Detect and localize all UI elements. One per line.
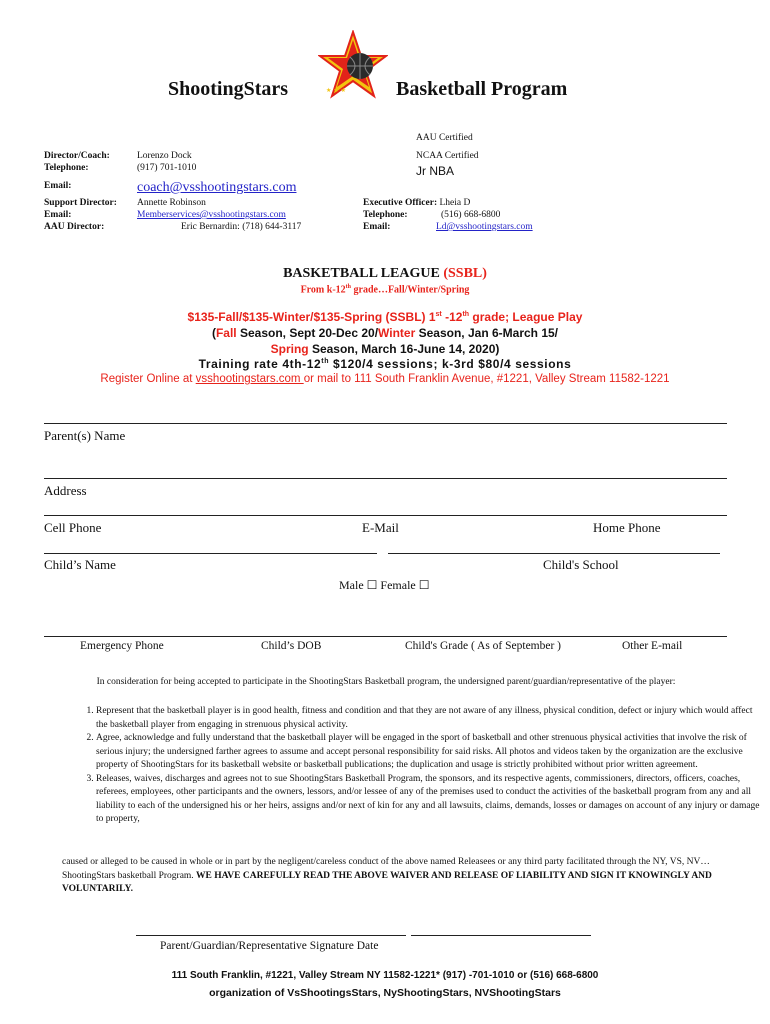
details-field[interactable] xyxy=(44,636,727,637)
childs-name-label: Child’s Name xyxy=(44,557,116,572)
support-email-label: Email: xyxy=(44,210,72,220)
program-title: Basketball Program xyxy=(396,78,568,100)
waiver-item-3: 3. Releases, waives, discharges and agrees not to sue ShootingStars Basketball Program, the sponsors, and its respective agents, commissioners, directors, officers, coaches, referees, employees, other participants and the owners, lessors, and/or lessee of any of the premises used to conduct the activities of the basketball program from any and all liability to each of the undersigned his or her heirs, assigns and/or next of kin for any and all lawsuits, claims, demands, losses or damages on account of any injury or damage to property, xyxy=(96,773,760,827)
aau-director-label: AAU Director: xyxy=(44,222,105,232)
exec-name: Lheia D xyxy=(439,198,471,208)
email-field-label: E-Mail xyxy=(362,520,399,535)
waiver-list xyxy=(62,705,760,827)
childs-school-label: Child's School xyxy=(543,557,619,572)
waiver-item-2: 2. Agree, acknowledge and fully understand that the basketball player will be engaged in the sport of basketball and other strenuous physical activities that involve the risk of serious injury; the undersigned farther agrees to assume and accept personal responsibility for said risks. All photos and videos taken by the organization are the exclusive property of ShootingStars for its basketball website or basketball publications; the duplication and usage is strictly prohibited without prior written agreement. xyxy=(96,732,760,773)
league-grades: From k-12th grade…Fall/Winter/Spring xyxy=(300,284,470,296)
exec-phone: (516) 668-6800 xyxy=(441,210,501,220)
director-name: Lorenzo Dock xyxy=(137,151,192,161)
waiver-intro: In consideration for being accepted to participate in the ShootingStars Basketball program, the undersigned parent/guardian/representative of the player: xyxy=(96,677,676,687)
childs-dob-label: Child’s DOB xyxy=(261,640,322,652)
childs-name-field[interactable] xyxy=(44,553,377,554)
support-label: Support Director: xyxy=(44,198,117,208)
star-basketball-logo xyxy=(318,30,388,100)
aau-director: Eric Bernardin: (718) 644-3117 xyxy=(181,222,302,232)
childs-grade-label: Child's Grade ( As of September ) xyxy=(405,640,562,652)
support-email-link[interactable]: Memberservices@vsshootingstars.com xyxy=(137,210,286,220)
email-label: Email: xyxy=(44,181,72,191)
exec-email-link[interactable]: Ld@vsshootingstars.com xyxy=(436,222,533,232)
brand-name: ShootingStars xyxy=(168,78,289,100)
waiver-item-1: 1. Represent that the basketball player is in good health, fitness and condition and that they are not aware of any illness, physical condition, defect or injury which would affect the basketball player from engaging in strenuous physical activity. xyxy=(96,705,760,732)
childs-school-field[interactable] xyxy=(388,553,720,554)
league-title: BASKETBALL LEAGUE (SSBL) xyxy=(283,266,487,281)
address-label: Address xyxy=(44,483,87,498)
signature-label: Parent/Guardian/Representative Signature Date xyxy=(160,940,379,952)
exec-label: Executive Officer: xyxy=(363,198,438,208)
signature-line[interactable] xyxy=(136,935,406,936)
director-phone: (917) 701-1010 xyxy=(137,163,197,173)
support-name: Annette Robinson xyxy=(137,198,206,208)
home-phone-label: Home Phone xyxy=(593,520,661,535)
director-email-link[interactable]: coach@vsshootingstars.com xyxy=(137,180,297,195)
telephone-label: Telephone: xyxy=(44,163,89,173)
league-seasons-1: (Fall Season, Sept 20-Dec 20/Winter Season, Jan 6-March 15/ xyxy=(211,326,559,340)
league-price: $135-Fall/$135-Winter/$135-Spring (SSBL) 1st -12th grade; League Play xyxy=(187,310,583,324)
other-email-label: Other E-mail xyxy=(622,640,683,652)
training-rate: Training rate 4th-12th $120/4 sessions; k-3rd $80/4 sessions xyxy=(198,357,572,371)
director-label: Director/Coach: xyxy=(44,151,110,161)
exec-email-label: Email: xyxy=(363,222,391,232)
footer-organizations: organization of VsShootingsStars, NyShootingStars, NVShootingStars xyxy=(209,987,561,999)
parents-name-label: Parent(s) Name xyxy=(44,428,126,443)
waiver-tail: caused or alleged to be caused in whole or in part by the negligent/careless conduct of the above named Releasees or any third party facilitated through the NY, VS, NV…ShootingStars basketball Program. WE HAVE CAREFULLY READ THE ABOVE WAIVER AND RELEASE OF LIABILITY AND SIGN IT KNOWINGLY AND VOLUNTARILY. xyxy=(62,857,712,894)
parents-name-field[interactable] xyxy=(44,478,727,479)
svg-text:★ ★ ★: ★ ★ ★ xyxy=(326,87,346,94)
gender-checkboxes[interactable]: Male ☐ Female ☐ xyxy=(339,578,430,592)
register-line: Register Online at vsshootingstars.com or mail to 111 South Franklin Avenue, #1221, Valley Stream 11582-1221 xyxy=(100,373,670,385)
divider xyxy=(44,423,727,424)
footer-address: 111 South Franklin, #1221, Valley Stream NY 11582-1221* (917) -701-1010 or (516) 668-6800 xyxy=(171,970,599,981)
cert-aau: AAU Certified xyxy=(416,133,473,143)
cert-ncaa: NCAA Certified xyxy=(416,151,479,161)
register-link[interactable]: vsshootingstars.com xyxy=(195,373,304,385)
address-field[interactable] xyxy=(44,515,727,516)
league-seasons-2: Spring Season, March 16-June 14, 2020) xyxy=(270,342,500,356)
emergency-phone-label: Emergency Phone xyxy=(80,640,164,652)
cert-jr-nba: Jr NBA xyxy=(416,164,455,178)
cell-phone-label: Cell Phone xyxy=(44,520,102,535)
date-line[interactable] xyxy=(411,935,591,936)
exec-tel-label: Telephone: xyxy=(363,210,408,220)
